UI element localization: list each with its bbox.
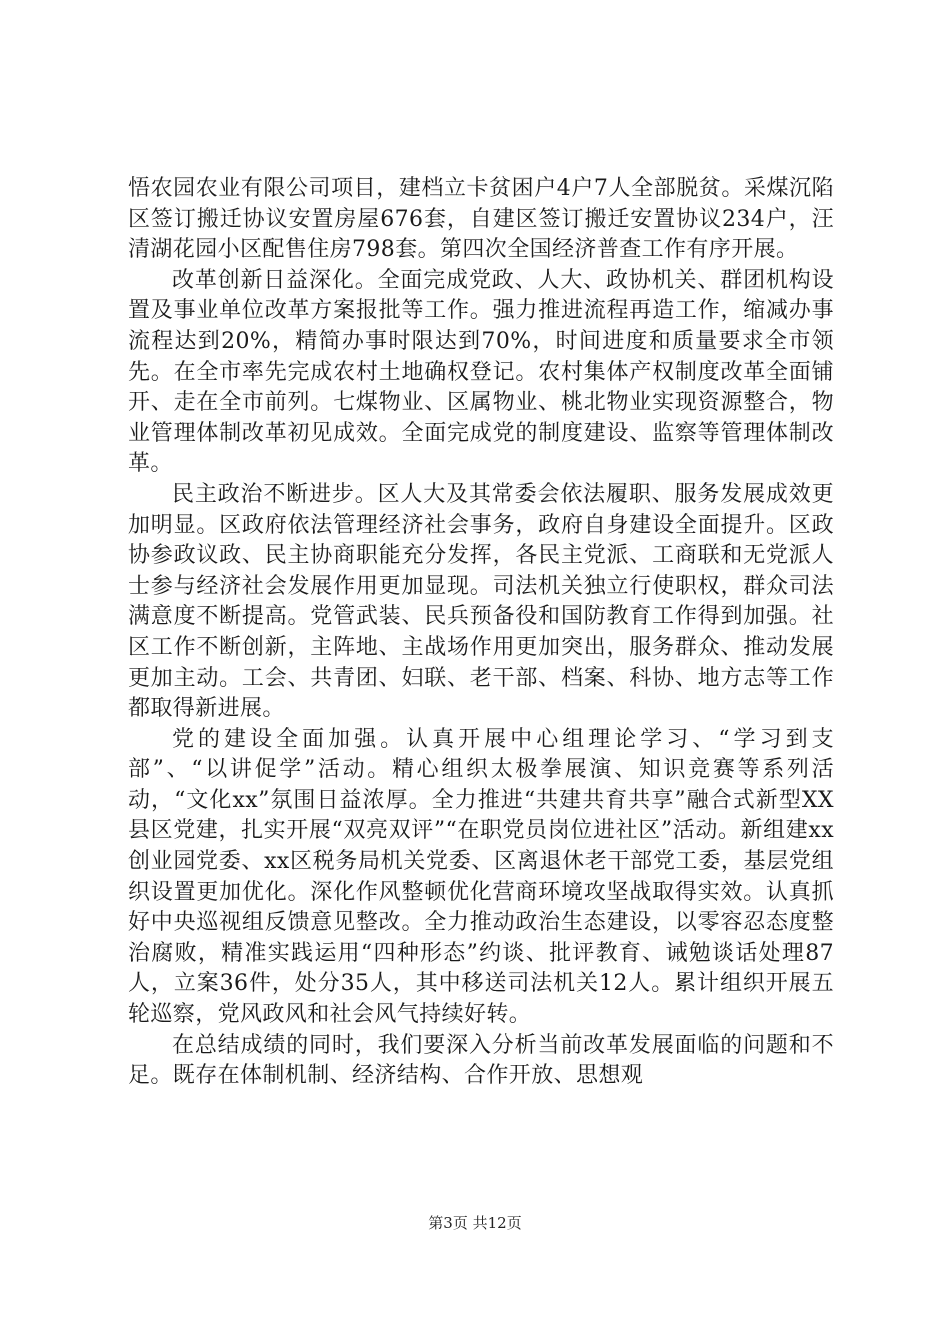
paragraph-continued: 悟农园农业有限公司项目，建档立卡贫困户4户7人全部脱贫。采煤沉陷区签订搬迁协议安置房屋676套，自建区签订搬迁安置协议234户，汪清湖花园小区配售住房798套。第四次全国经济普查工作有序开展。 (128, 176, 834, 263)
paragraph-party-building: 党的建设全面加强。认真开展中心组理论学习、“学习到支部”、“以讲促学”活动。精心组织太极拳展演、知识竞赛等系列活动，“文化xx”氛围日益浓厚。全力推进“共建共育共享”融合式新型XX县区党建，扎实开展“双亮双评”“在职党员岗位进社区”活动。新组建xx创业园党委、xx区税务局机关党委、区离退休老干部党工委，基层党组织设置更加优化。深化作风整顿优化营商环境攻坚战取得实效。认真抓好中央巡视组反馈意见整改。全力推动政治生态建设，以零容忍态度整治腐败，精准实践运用“四种形态”约谈、批评教育、诫勉谈话处理87人，立案36件，处分35人，其中移送司法机关12人。累计组织开展五轮巡察，党风政风和社会风气持续好转。 (128, 726, 834, 1028)
document-body (128, 174, 834, 1092)
paragraph-democracy: 民主政治不断进步。区人大及其常委会依法履职、服务发展成效更加明显。区政府依法管理经济社会事务，政府自身建设全面提升。区政协参政议政、民主协商职能充分发挥，各民主党派、工商联和无党派人士参与经济社会发展作用更加显现。司法机关独立行使职权，群众司法满意度不断提高。党管武装、民兵预备役和国防教育工作得到加强。社区工作不断创新，主阵地、主战场作用更加突出，服务群众、推动发展更加主动。工会、共青团、妇联、老干部、档案、科协、地方志等工作都取得新进展。 (128, 481, 834, 722)
paragraph-problems: 在总结成绩的同时，我们要深入分析当前改革发展面临的问题和不足。既存在体制机制、经济结构、合作开放、思想观 (128, 1032, 834, 1089)
paragraph-reform: 改革创新日益深化。全面完成党政、人大、政协机关、群团机构设置及事业单位改革方案报批等工作。强力推进流程再造工作，缩减办事流程达到20%，精简办事时限达到70%，时间进度和质量要求全市领先。在全市率先完成农村土地确权登记。农村集体产权制度改革全面铺开、走在全市前列。七煤物业、区属物业、桃北物业实现资源整合，物业管理体制改革初见成效。全面完成党的制度建设、监察等管理体制改革。 (128, 267, 834, 477)
page-footer: 第3页 共12页 (428, 1214, 522, 1232)
